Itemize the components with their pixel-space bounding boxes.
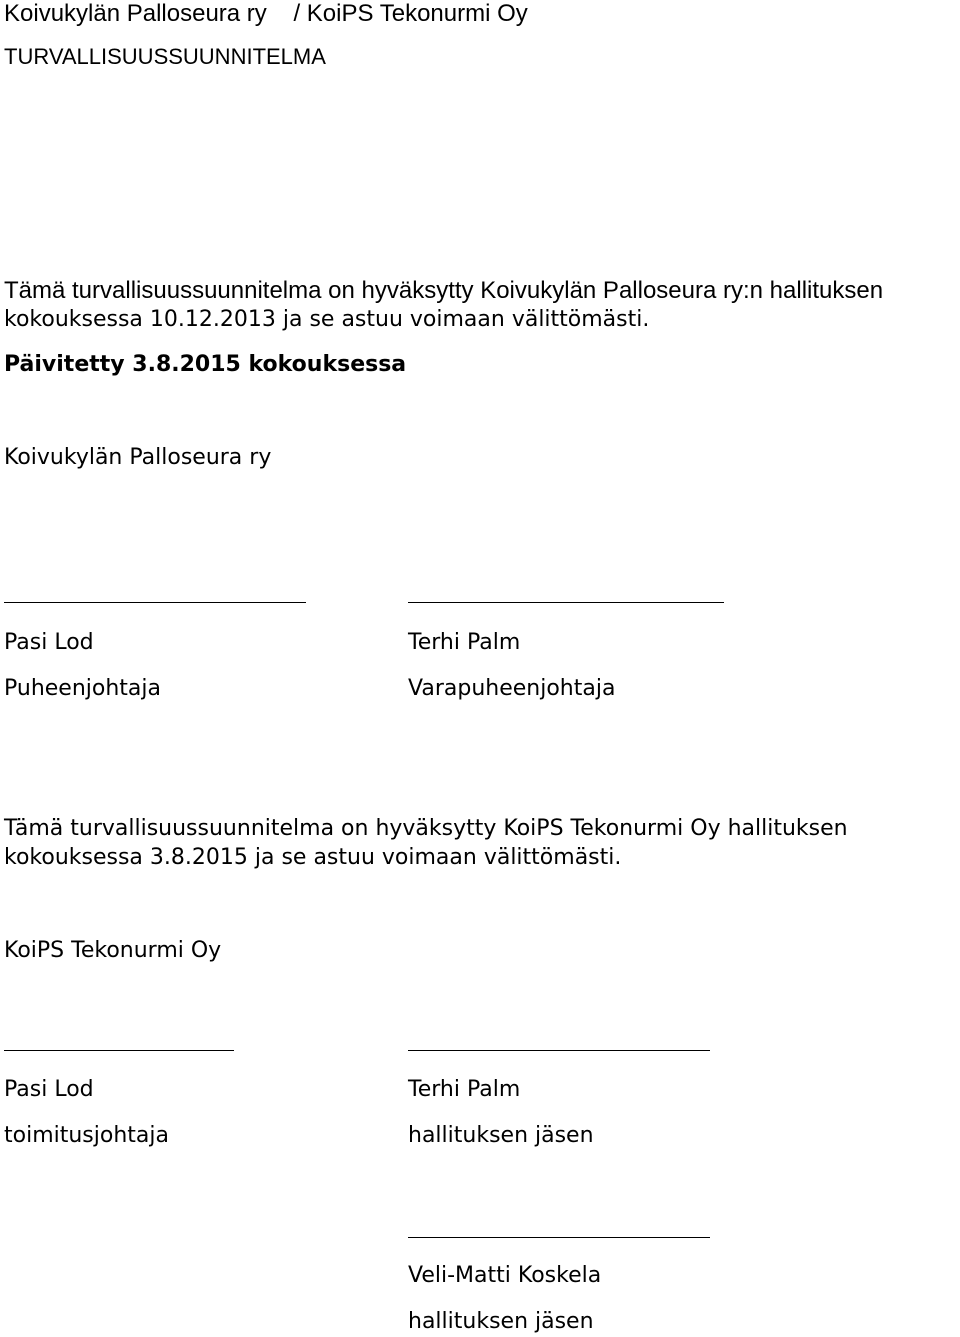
header-org-line: Koivukylän Palloseura ry / KoiPS Tekonurmi Oy bbox=[4, 0, 528, 27]
signatory-name: Veli-Matti Koskela bbox=[408, 1263, 602, 1288]
signatory-role: hallituksen jäsen bbox=[408, 1309, 594, 1334]
approval-text-line-1: Tämä turvallisuussuunnitelma on hyväksytty KoiPS Tekonurmi Oy hallituksen bbox=[4, 816, 848, 841]
approval-text-line-2: kokouksessa 3.8.2015 ja se astuu voimaan välittömästi. bbox=[4, 845, 622, 870]
updated-note: Päivitetty 3.8.2015 kokouksessa bbox=[4, 352, 407, 377]
signatory-role: hallituksen jäsen bbox=[408, 1123, 594, 1148]
signature-line bbox=[408, 1050, 710, 1051]
signatory-role: Varapuheenjohtaja bbox=[408, 676, 616, 701]
org-name-oy: KoiPS Tekonurmi Oy bbox=[4, 938, 222, 963]
approval-text-line-1: Tämä turvallisuussuunnitelma on hyväksytty Koivukylän Palloseura ry:n hallituksen bbox=[4, 277, 884, 304]
signatory-name: Pasi Lod bbox=[4, 1077, 94, 1102]
document-title: TURVALLISUUSSUUNNITELMA bbox=[4, 44, 326, 69]
signature-line bbox=[408, 1237, 710, 1238]
signatory-name: Terhi Palm bbox=[408, 630, 521, 655]
approval-text-line-2: kokouksessa 10.12.2013 ja se astuu voimaan välittömästi. bbox=[4, 307, 650, 332]
signature-line bbox=[4, 1050, 234, 1051]
org-name-ry: Koivukylän Palloseura ry bbox=[4, 445, 272, 470]
signatory-name: Pasi Lod bbox=[4, 630, 94, 655]
signature-line bbox=[4, 602, 306, 603]
signatory-role: toimitusjohtaja bbox=[4, 1123, 169, 1148]
signatory-role: Puheenjohtaja bbox=[4, 676, 161, 701]
signatory-name: Terhi Palm bbox=[408, 1077, 521, 1102]
signature-line bbox=[408, 602, 724, 603]
